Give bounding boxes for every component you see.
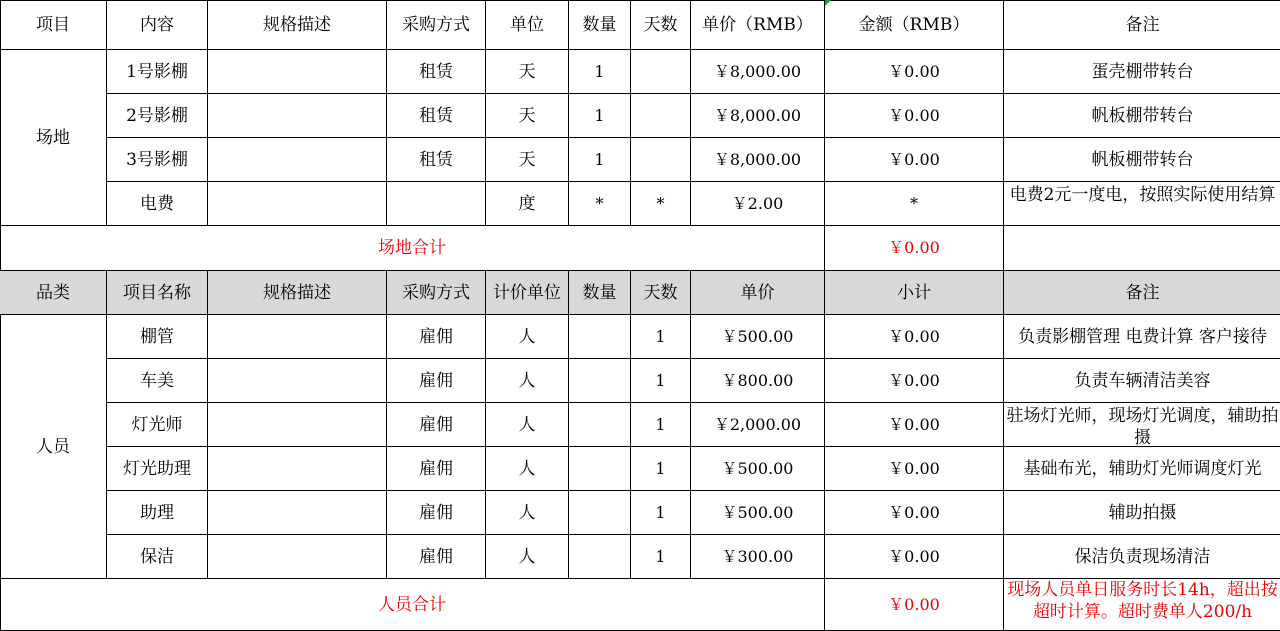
- staff-content-cell[interactable]: 助理: [107, 491, 208, 535]
- staff-price-cell[interactable]: ￥500.00: [691, 491, 825, 535]
- staff-spec-cell[interactable]: [208, 491, 387, 535]
- staff-content-cell[interactable]: 车美: [107, 359, 208, 403]
- venue-qty-cell[interactable]: *: [569, 182, 631, 226]
- staff-spec-cell[interactable]: [208, 403, 387, 447]
- staff-qty-cell[interactable]: [569, 535, 631, 579]
- venue-method-cell[interactable]: 租赁: [387, 94, 486, 138]
- staff-method-cell[interactable]: 雇佣: [387, 315, 486, 359]
- staff-qty-cell[interactable]: [569, 315, 631, 359]
- venue-price-cell[interactable]: ￥8,000.00: [691, 138, 825, 182]
- venue-amount-cell[interactable]: ￥0.00: [825, 94, 1004, 138]
- staff-method-cell[interactable]: 雇佣: [387, 535, 486, 579]
- staff-content-cell[interactable]: 灯光师: [107, 403, 208, 447]
- staff-amount-cell[interactable]: ￥0.00: [825, 447, 1004, 491]
- header2-qty[interactable]: 数量: [569, 271, 631, 315]
- staff-unit-cell[interactable]: 人: [486, 359, 569, 403]
- staff-amount-cell[interactable]: ￥0.00: [825, 403, 1004, 447]
- staff-days-cell[interactable]: 1: [631, 359, 691, 403]
- venue-days-cell[interactable]: [631, 50, 691, 94]
- staff-price-cell[interactable]: ￥500.00: [691, 315, 825, 359]
- header-content[interactable]: 内容: [107, 0, 208, 50]
- venue-spec-cell[interactable]: [208, 94, 387, 138]
- venue-method-cell[interactable]: 租赁: [387, 138, 486, 182]
- venue-content-cell[interactable]: 3号影棚: [107, 138, 208, 182]
- staff-method-cell[interactable]: 雇佣: [387, 403, 486, 447]
- staff-category-cell[interactable]: 人员: [0, 315, 107, 579]
- venue-amount-cell[interactable]: ￥0.00: [825, 50, 1004, 94]
- staff-content-cell[interactable]: 棚管: [107, 315, 208, 359]
- staff-note-cell[interactable]: 驻场灯光师，现场灯光调度，辅助拍摄: [1004, 403, 1280, 447]
- staff-unit-cell[interactable]: 人: [486, 491, 569, 535]
- venue-spec-cell[interactable]: [208, 50, 387, 94]
- venue-qty-cell[interactable]: 1: [569, 138, 631, 182]
- venue-content-cell[interactable]: 2号影棚: [107, 94, 208, 138]
- staff-qty-cell[interactable]: [569, 403, 631, 447]
- staff-method-cell[interactable]: 雇佣: [387, 447, 486, 491]
- staff-method-cell[interactable]: 雇佣: [387, 359, 486, 403]
- staff-total-label[interactable]: 人员合计: [0, 579, 825, 631]
- venue-note-cell[interactable]: 电费2元一度电，按照实际使用结算: [1004, 182, 1280, 226]
- venue-spec-cell[interactable]: [208, 138, 387, 182]
- staff-amount-cell[interactable]: ￥0.00: [825, 315, 1004, 359]
- staff-qty-cell[interactable]: [569, 491, 631, 535]
- staff-unit-cell[interactable]: 人: [486, 403, 569, 447]
- staff-qty-cell[interactable]: [569, 359, 631, 403]
- staff-price-cell[interactable]: ￥2,000.00: [691, 403, 825, 447]
- venue-unit-cell[interactable]: 天: [486, 138, 569, 182]
- header-note[interactable]: 备注: [1004, 0, 1280, 50]
- venue-total-note[interactable]: [1004, 226, 1280, 271]
- staff-qty-cell[interactable]: [569, 447, 631, 491]
- header2-spec[interactable]: 规格描述: [208, 271, 387, 315]
- venue-unit-cell[interactable]: 天: [486, 94, 569, 138]
- venue-content-cell[interactable]: 1号影棚: [107, 50, 208, 94]
- header2-note[interactable]: 备注: [1004, 271, 1280, 315]
- venue-amount-cell[interactable]: ￥0.00: [825, 138, 1004, 182]
- venue-total-label[interactable]: 场地合计: [0, 226, 825, 271]
- venue-price-cell[interactable]: ￥8,000.00: [691, 50, 825, 94]
- header-method[interactable]: 采购方式: [387, 0, 486, 50]
- staff-note-cell[interactable]: 保洁负责现场清洁: [1004, 535, 1280, 579]
- venue-days-cell[interactable]: *: [631, 182, 691, 226]
- staff-note-cell[interactable]: 基础布光，辅助灯光师调度灯光: [1004, 447, 1280, 491]
- staff-days-cell[interactable]: 1: [631, 447, 691, 491]
- venue-spec-cell[interactable]: [208, 182, 387, 226]
- staff-days-cell[interactable]: 1: [631, 535, 691, 579]
- staff-total-note[interactable]: 现场人员单日服务时长14h，超出按超时计算。超时费单人200/h: [1004, 579, 1280, 631]
- header-amount[interactable]: 金额（RMB）: [825, 0, 1004, 50]
- venue-category-cell[interactable]: 场地: [0, 50, 107, 226]
- venue-content-cell[interactable]: 电费: [107, 182, 208, 226]
- staff-note-cell[interactable]: 负责车辆清洁美容: [1004, 359, 1280, 403]
- venue-method-cell[interactable]: 租赁: [387, 50, 486, 94]
- venue-note-cell[interactable]: 蛋壳棚带转台: [1004, 50, 1280, 94]
- venue-method-cell[interactable]: [387, 182, 486, 226]
- venue-qty-cell[interactable]: 1: [569, 50, 631, 94]
- header2-method[interactable]: 采购方式: [387, 271, 486, 315]
- staff-days-cell[interactable]: 1: [631, 315, 691, 359]
- header-unit[interactable]: 单位: [486, 0, 569, 50]
- staff-method-cell[interactable]: 雇佣: [387, 491, 486, 535]
- staff-spec-cell[interactable]: [208, 535, 387, 579]
- cell-comment-marker: [825, 0, 831, 6]
- staff-days-cell[interactable]: 1: [631, 491, 691, 535]
- staff-content-cell[interactable]: 保洁: [107, 535, 208, 579]
- staff-amount-cell[interactable]: ￥0.00: [825, 359, 1004, 403]
- header-spec[interactable]: 规格描述: [208, 0, 387, 50]
- staff-unit-cell[interactable]: 人: [486, 535, 569, 579]
- header2-subtotal[interactable]: 小计: [825, 271, 1004, 315]
- staff-total-amount[interactable]: ￥0.00: [825, 579, 1004, 631]
- staff-spec-cell[interactable]: [208, 359, 387, 403]
- header2-price[interactable]: 单价: [691, 271, 825, 315]
- venue-unit-cell[interactable]: 度: [486, 182, 569, 226]
- header2-item[interactable]: 项目名称: [107, 271, 208, 315]
- header2-days[interactable]: 天数: [631, 271, 691, 315]
- venue-days-cell[interactable]: [631, 138, 691, 182]
- staff-note-cell[interactable]: 负责影棚管理 电费计算 客户接待: [1004, 315, 1280, 359]
- venue-total-amount[interactable]: ￥0.00: [825, 226, 1004, 271]
- staff-unit-cell[interactable]: 人: [486, 315, 569, 359]
- staff-amount-cell[interactable]: ￥0.00: [825, 535, 1004, 579]
- staff-spec-cell[interactable]: [208, 447, 387, 491]
- venue-amount-cell[interactable]: *: [825, 182, 1004, 226]
- header-price[interactable]: 单价（RMB）: [691, 0, 825, 50]
- staff-spec-cell[interactable]: [208, 315, 387, 359]
- staff-price-cell[interactable]: ￥300.00: [691, 535, 825, 579]
- venue-price-cell[interactable]: ￥8,000.00: [691, 94, 825, 138]
- header-project[interactable]: 项目: [0, 0, 107, 50]
- venue-price-cell[interactable]: ￥2.00: [691, 182, 825, 226]
- staff-unit-cell[interactable]: 人: [486, 447, 569, 491]
- venue-unit-cell[interactable]: 天: [486, 50, 569, 94]
- venue-days-cell[interactable]: [631, 94, 691, 138]
- staff-price-cell[interactable]: ￥500.00: [691, 447, 825, 491]
- header-days[interactable]: 天数: [631, 0, 691, 50]
- staff-price-cell[interactable]: ￥800.00: [691, 359, 825, 403]
- venue-note-cell[interactable]: 帆板棚带转台: [1004, 138, 1280, 182]
- staff-days-cell[interactable]: 1: [631, 403, 691, 447]
- staff-amount-cell[interactable]: ￥0.00: [825, 491, 1004, 535]
- staff-note-cell[interactable]: 辅助拍摄: [1004, 491, 1280, 535]
- venue-note-cell[interactable]: 帆板棚带转台: [1004, 94, 1280, 138]
- staff-content-cell[interactable]: 灯光助理: [107, 447, 208, 491]
- header-qty[interactable]: 数量: [569, 0, 631, 50]
- header2-category[interactable]: 品类: [0, 271, 107, 315]
- venue-qty-cell[interactable]: 1: [569, 94, 631, 138]
- header2-unit[interactable]: 计价单位: [486, 271, 569, 315]
